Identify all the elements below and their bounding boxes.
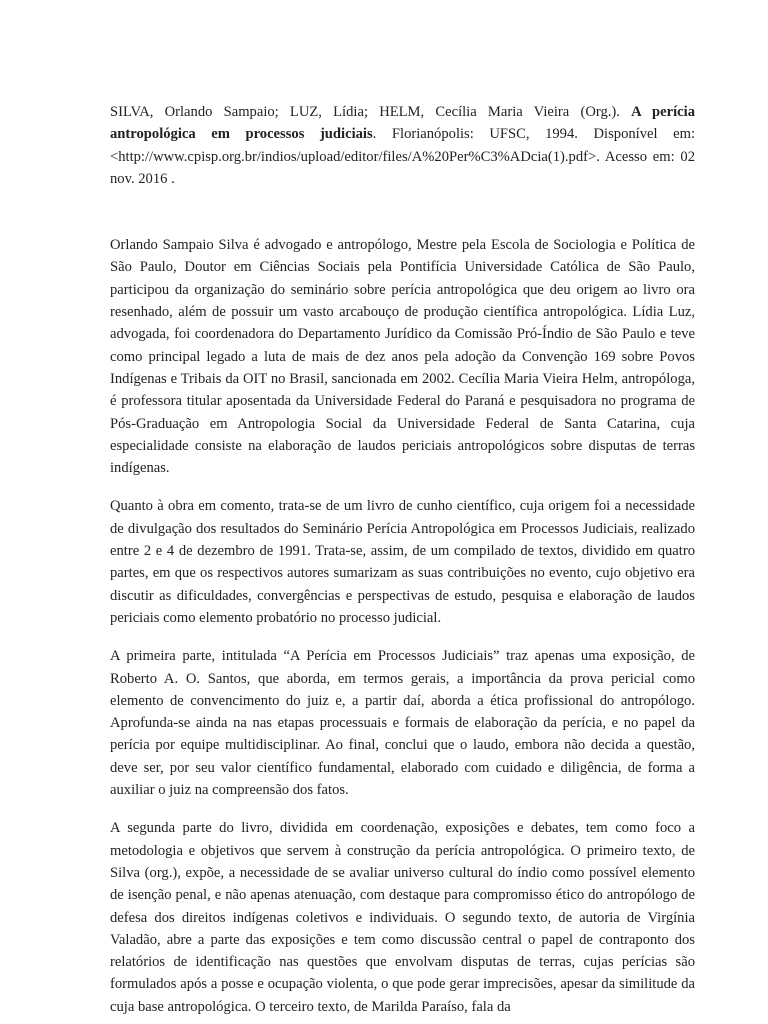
paragraph-book-overview: Quanto à obra em comento, trata-se de um livro de cunho científico, cuja origem foi a necessidade de divulgação dos resultados do Seminário Perícia Antropológica em Processos Judiciais, realizado entre 2 e 4 de dezembro de 1991. Trata-se, assim, de um compilado de textos, dividido em quatro partes, em que os respectivos autores sumarizam as suas contribuições no evento, cujo objetivo era discutir as dificuldades, convergências e perspectivas de estudo, pesquisa e elaboração de laudos periciais como elemento probatório no processo judicial. — [110, 498, 695, 626]
reference-title: A perícia antropológica em processos judiciais — [110, 104, 695, 143]
paragraph-authors-bio: Orlando Sampaio Silva é advogado e antropólogo, Mestre pela Escola de Sociologia e Política de São Paulo, Doutor em Ciências Sociais pela Pontifícia Universidade Católica de São Paulo, participou da organização do seminário sobre perícia antropológica que deu origem ao livro ora resenhado, além de possuir um vasto arcabouço de produção científica antropológica. Lídia Luz, advogada, foi coordenadora do Departamento Jurídico da Comissão Pró-Índio de São Paulo e teve como principal legado a luta de mais de dez anos pela adoção da Convenção 169 sobre Povos Indígenas e Tribais da OIT no Brasil, sancionada em 2002. Cecília Maria Vieira Helm, antropóloga, é professora titular aposentada da Universidade Federal do Paraná e pesquisadora no programa de Pós-Graduação em Antropologia Social da Universidade Federal de Santa Catarina, cuja especialidade consiste na elaboração de laudos periciais antropológicos sobre disputas de terras indígenas. — [110, 237, 695, 477]
reference-publication-info: . Florianópolis: UFSC, 1994. Disponível em: <http://www.cpisp.org.br/indios/upload/editor/files/A%20Per%C3%ADcia(1).pdf>. Acesso em: 02 nov. 2016 . — [110, 126, 696, 187]
paragraph-second-part: A segunda parte do livro, dividida em coordenação, exposições e debates, tem como foco a metodologia e objetivos que servem à construção da perícia antropológica. O primeiro texto, de Silva (org.), expõe, a necessidade de se avaliar universo cultural do índio como possível elemento de isenção penal, e não apenas atenuação, com destaque para compromisso ético do antropólogo de defesa dos direitos indígenas coletivos e individuais. O segundo texto, de autoria de Virgínia Valadão, abre a parte das exposições e tem como discussão central o papel de contraponto dos relatórios de identificação nas questões que envolvam disputas de terras, cujas perícias são formulados após a posse e ocupação violenta, o que pode gerar imprecisões, apesar da similitude da cuja base antropológica. O terceiro texto, de Marilda Paraíso, fala da — [110, 820, 695, 1015]
bibliographic-reference — [110, 101, 695, 190]
paragraph-first-part: A primeira parte, intitulada “A Perícia em Processos Judiciais” traz apenas uma exposição, de Roberto A. O. Santos, que aborda, em termos gerais, a importância da prova pericial como elemento de convencimento do juiz e, a partir daí, aborda a ética profissional do antropólogo. Aprofunda-se ainda na nas etapas processuais e formais de elaboração da perícia, e no papel da perícia por equipe multidisciplinar. Ao final, conclui que o laudo, embora não decida a questão, deve ser, por seu valor científico fundamental, elaborado com cuidado e diligência, de forma a auxiliar o juiz na compreensão dos fatos. — [110, 648, 695, 799]
reference-authors: SILVA, Orlando Sampaio; LUZ, Lídia; HELM, Cecília Maria Vieira (Org.). — [110, 104, 632, 120]
document-body — [110, 101, 695, 1018]
